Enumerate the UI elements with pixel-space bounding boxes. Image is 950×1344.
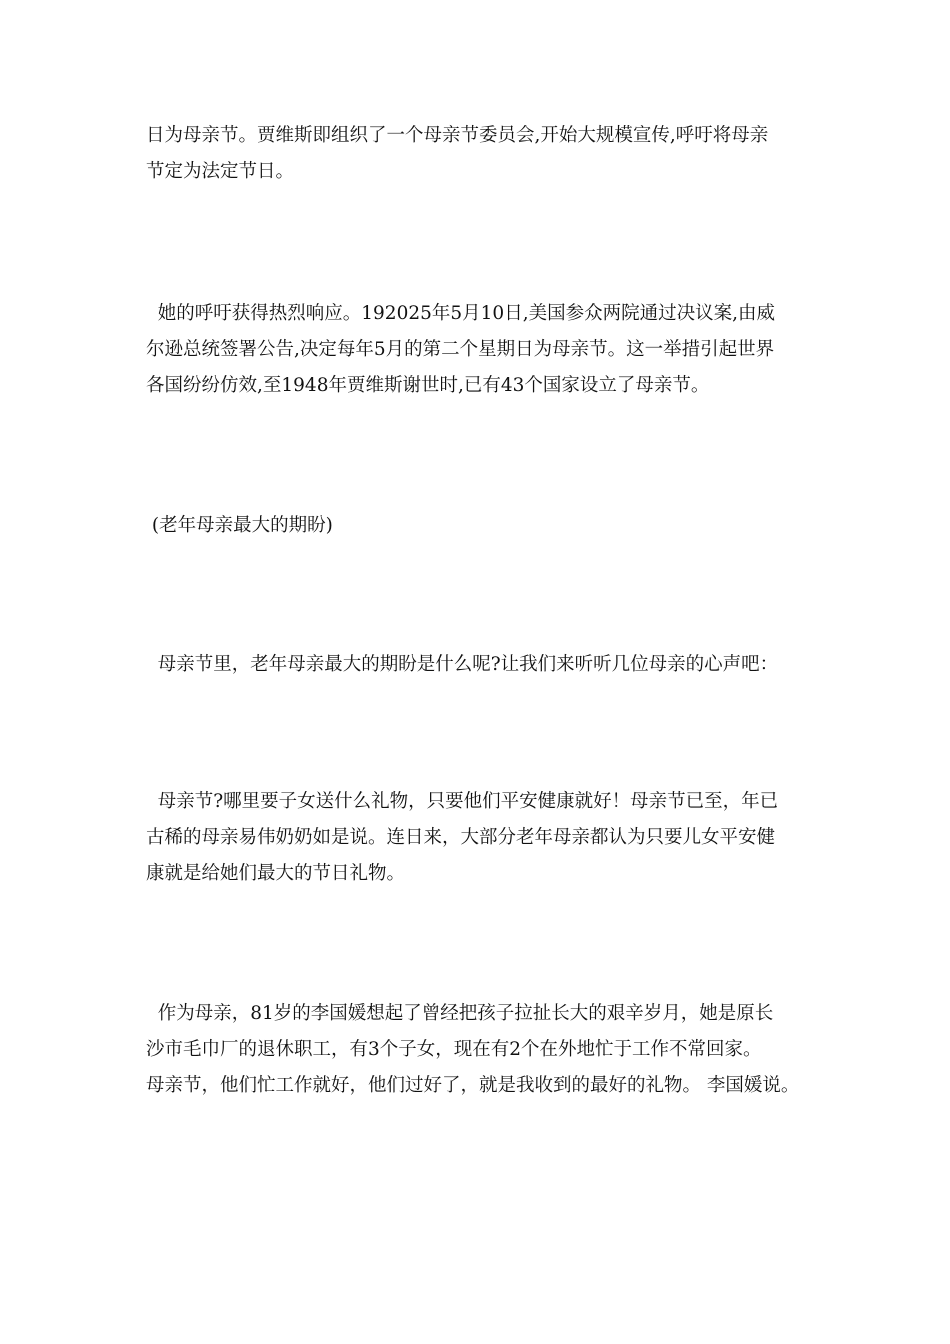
text-line: 母亲节?哪里要子女送什么礼物，只要他们平安健康就好！母亲节已至，年已 bbox=[146, 791, 779, 812]
section-heading: (老年母亲最大的期盼) bbox=[146, 515, 333, 536]
text-line: 节定为法定节日。 bbox=[146, 161, 295, 182]
paragraph-yi-weinainai bbox=[146, 784, 836, 892]
text-line: 日为母亲节。贾维斯即组织了一个母亲节委员会,开始大规模宣传,呼吁将母亲 bbox=[146, 125, 769, 146]
paragraph-mothers-day-committee bbox=[146, 118, 836, 190]
text-line: 各国纷纷仿效,至1948年贾维斯谢世时,已有43个国家设立了母亲节。 bbox=[146, 375, 710, 396]
paragraph-legislation-history bbox=[146, 296, 836, 404]
text-line: 尔逊总统签署公告,决定每年5月的第二个星期日为母亲节。这一举措引起世界 bbox=[146, 339, 775, 360]
text-line: 作为母亲，81岁的李国媛想起了曾经把孩子拉扯长大的艰辛岁月，她是原长 bbox=[146, 1003, 774, 1024]
text-line: 母亲节里，老年母亲最大的期盼是什么呢?让我们来听听几位母亲的心声吧： bbox=[146, 654, 779, 675]
text-line: 母亲节，他们忙工作就好，他们过好了，就是我收到的最好的礼物。 李国媛说。 bbox=[146, 1075, 800, 1096]
text-line: 沙市毛巾厂的退休职工，有3个子女，现在有2个在外地忙于工作不常回家。 bbox=[146, 1039, 762, 1060]
text-line: 古稀的母亲易伟奶奶如是说。连日来，大部分老年母亲都认为只要儿女平安健 bbox=[146, 827, 776, 848]
section-heading-paragraph bbox=[146, 508, 836, 544]
paragraph-li-guoyuan bbox=[146, 996, 836, 1104]
paragraph-intro-question bbox=[146, 647, 836, 683]
text-line: 她的呼吁获得热烈响应。192025年5月10日,美国参众两院通过决议案,由威 bbox=[146, 303, 775, 324]
text-line: 康就是给她们最大的节日礼物。 bbox=[146, 863, 406, 884]
